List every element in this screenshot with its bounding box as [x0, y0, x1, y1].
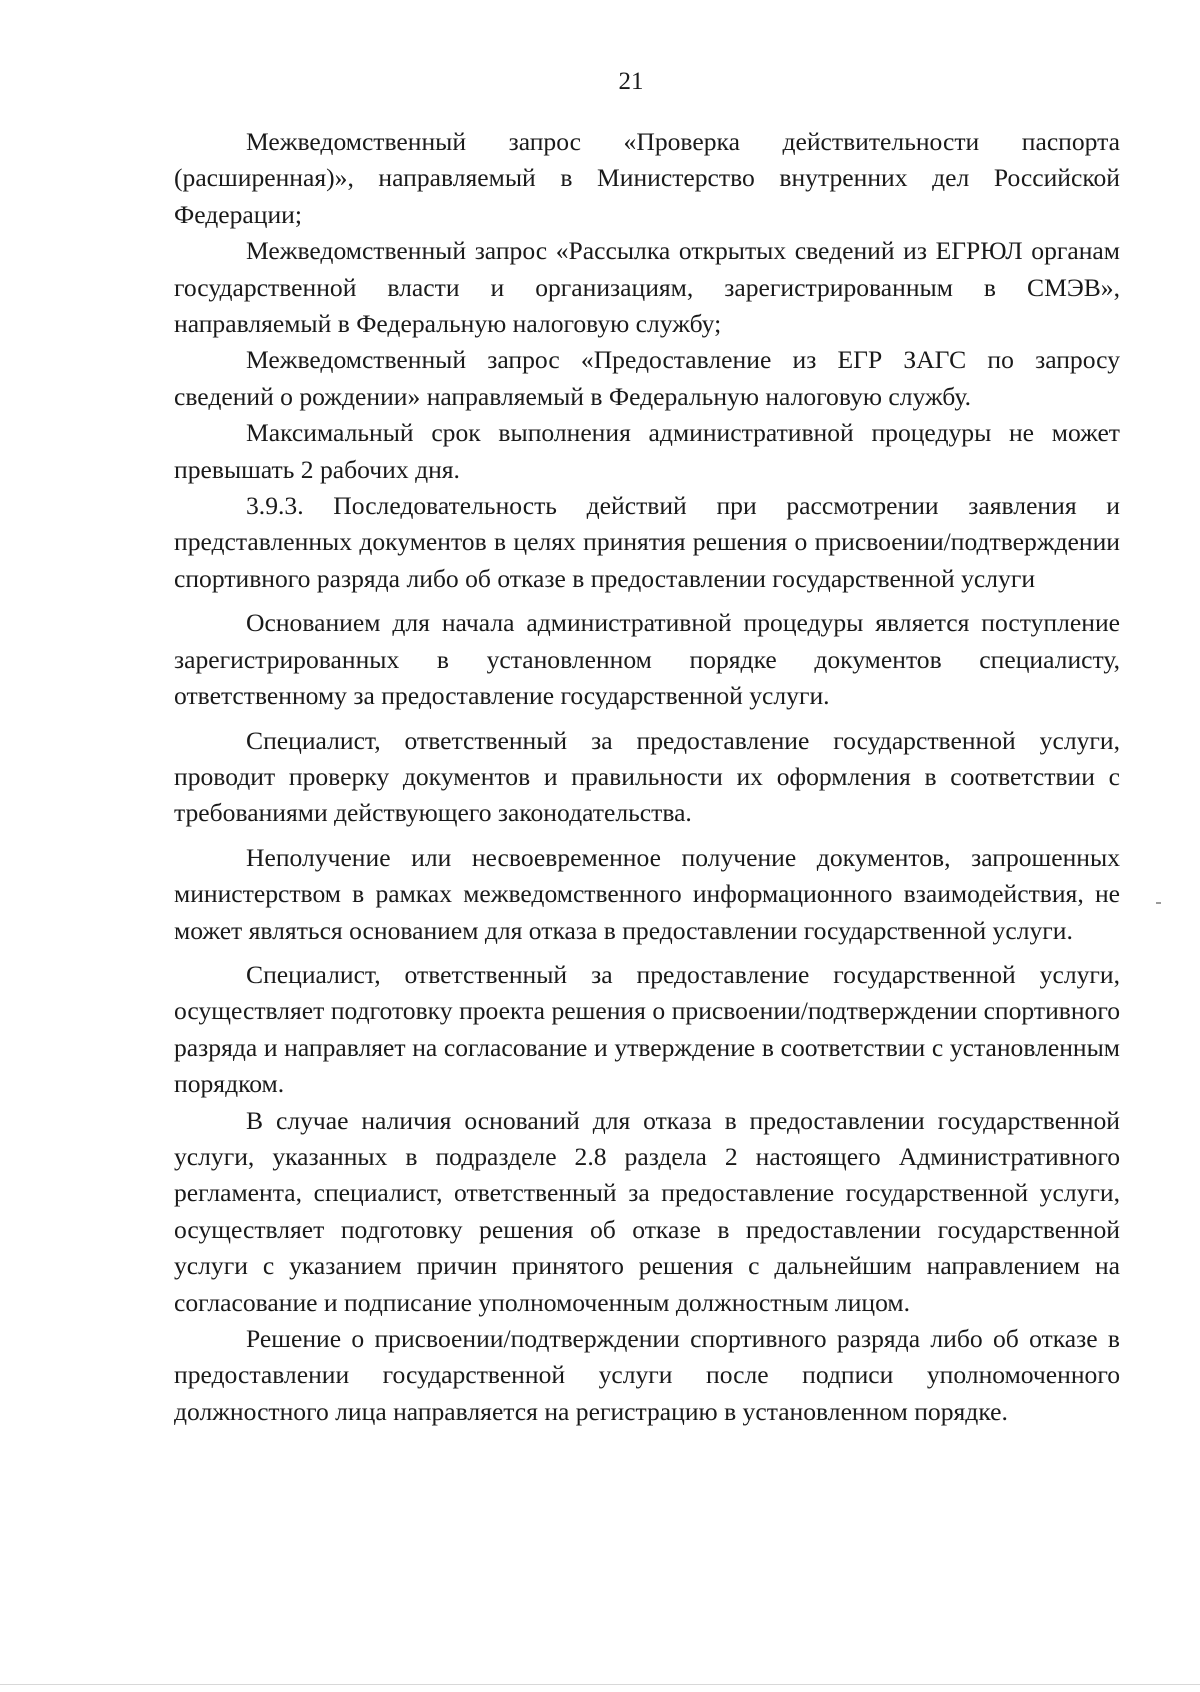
paragraph-max-term: Максимальный срок выполнения административной процедуры не может превышать 2 рабочих дня.: [174, 418, 1120, 484]
paragraph-non-receipt: Неполучение или несвоевременное получение документов, запрошенных министерством в рамках межведомственного информационного взаимодействия, не может являться основанием для отказа в предоставлении государственной услуги.: [174, 842, 1120, 945]
paragraph-document-check: Специалист, ответственный за предоставление государственной услуги, проводит проверку документов и правильности их оформления в соответствии с требованиями действующего законодательства.: [174, 725, 1120, 828]
paragraph-mvd-request: Межведомственный запрос «Проверка действительности паспорта (расширенная)», направляемый в Министерство внутренних дел Российской Федерации;: [174, 127, 1120, 229]
scan-mark: [1156, 902, 1161, 904]
paragraph-procedure-basis: Основанием для начала административной процедуры является поступление зарегистрированных в установленном порядке документов специалисту, ответственному за предоставление государственной услуги.: [174, 608, 1120, 711]
document-body: [174, 124, 1120, 1430]
page-bottom-edge: [0, 1684, 1200, 1685]
page-number: 21: [618, 68, 644, 95]
paragraph-draft-decision: Специалист, ответственный за предоставление государственной услуги, осуществляет подготовку проекта решения о присвоении/подтверждении спортивного разряда и направляет на согласование и утверждение в соответствии с установленным порядком.: [174, 959, 1120, 1099]
paragraph-refusal-grounds: В случае наличия оснований для отказа в предоставлении государственной услуги, указанных в подразделе 2.8 раздела 2 настоящего Административного регламента, специалист, ответственный за предоставление государственной услуги, осуществляет подготовку решения об отказе в предоставлении государственной услуги с указанием причин принятого решения с дальнейшим направлением на согласование и подписание уполномоченным должностным лицом.: [174, 1105, 1120, 1317]
paragraph-decision-registration: Решение о присвоении/подтверждении спортивного разряда либо об отказе в предоставлении государственной услуги после подписи уполномоченного должностного лица направляется на регистрацию в установленном порядке.: [174, 1324, 1120, 1426]
paragraph-section-3-9-3: 3.9.3. Последовательность действий при рассмотрении заявления и представленных документов в целях принятия решения о присвоении/подтверждении спортивного разряда либо об отказе в предоставлении государственной услуги: [174, 491, 1120, 593]
paragraph-zags-request: Межведомственный запрос «Предоставление из ЕГР ЗАГС по запросу сведений о рождении» направляемый в Федеральную налоговую службу.: [174, 345, 1120, 411]
paragraph-egrul-request: Межведомственный запрос «Рассылка открытых сведений из ЕГРЮЛ органам государственной власти и организациям, зарегистрированным в СМЭВ», направляемый в Федеральную налоговую службу;: [174, 236, 1120, 339]
